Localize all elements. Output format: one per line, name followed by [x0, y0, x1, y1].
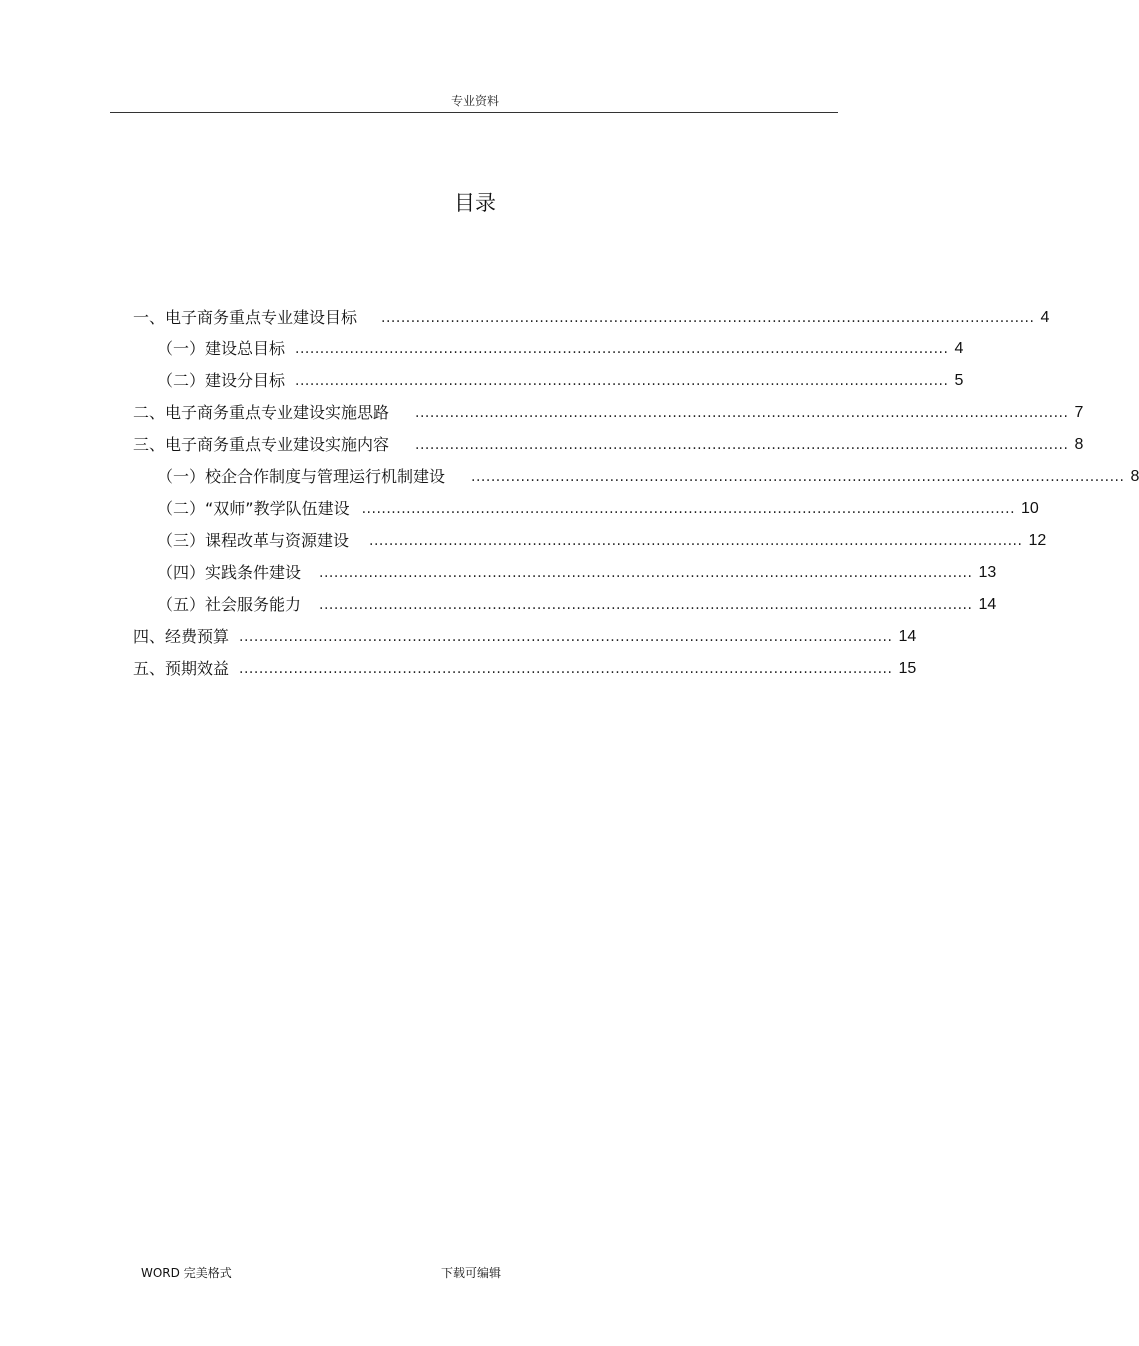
toc-entry-label: （二）建设分目标 — [157, 371, 286, 390]
toc-entry-label: （三）课程改革与资源建设 — [157, 531, 350, 550]
toc-entry-label: （四）实践条件建设 — [157, 563, 302, 582]
toc-entry-label: （二）“双师”教学队伍建设 — [157, 499, 350, 518]
toc-entry-page: 13 — [978, 564, 997, 581]
toc-entry-page: 8 — [1130, 468, 1139, 485]
toc-entry-label: 一、电子商务重点专业建设目标 — [133, 308, 358, 327]
toc-entry-page: 10 — [1021, 500, 1039, 517]
toc-entry-page: 4 — [954, 340, 964, 357]
toc-entry[interactable] — [157, 465, 1139, 489]
toc-leader-dots: .................................................................................................................................... — [319, 565, 973, 581]
toc-entry[interactable] — [157, 529, 1047, 553]
toc-entry[interactable] — [133, 625, 917, 649]
toc-entry-page: 5 — [954, 372, 964, 389]
toc-entry[interactable] — [157, 593, 997, 617]
toc-leader-dots: .................................................................................................................................... — [471, 469, 1125, 485]
document-title: 目录 — [454, 191, 496, 215]
footer-editable-note: 下载可编辑 — [441, 1266, 502, 1280]
toc-leader-dots: .................................................................................................................................... — [319, 597, 973, 613]
toc-entry-label: 五、预期效益 — [133, 659, 230, 678]
footer-format-note: WORD 完美格式 — [141, 1266, 232, 1280]
toc-leader-dots: .................................................................................................................................... — [239, 661, 893, 677]
toc-entry[interactable] — [157, 337, 964, 361]
toc-entry-label: 四、经费预算 — [133, 627, 230, 646]
toc-leader-dots: .................................................................................................................................... — [415, 437, 1069, 453]
toc-entry-label: （一）校企合作制度与管理运行机制建设 — [157, 467, 446, 486]
toc-entry-page: 14 — [898, 628, 917, 645]
toc-entry[interactable] — [157, 369, 964, 393]
toc-leader-dots: .................................................................................................................................... — [415, 405, 1069, 421]
toc-entry-page: 12 — [1028, 532, 1047, 549]
toc-entry-page: 4 — [1040, 309, 1050, 326]
toc-entry-label: （一）建设总目标 — [157, 339, 286, 358]
toc-entry-label: 三、电子商务重点专业建设实施内容 — [133, 435, 390, 454]
toc-entry-page: 15 — [898, 660, 917, 677]
toc-leader-dots: .................................................................................................................................... — [295, 341, 949, 357]
toc-entry[interactable] — [157, 497, 1039, 521]
toc-entry[interactable] — [133, 401, 1084, 425]
header-divider — [110, 112, 838, 113]
toc-entry-page: 7 — [1074, 404, 1084, 421]
toc-entry[interactable] — [157, 561, 997, 585]
toc-leader-dots: .................................................................................................................................... — [369, 533, 1023, 549]
toc-leader-dots: .................................................................................................................................... — [239, 629, 893, 645]
toc-entry[interactable] — [133, 433, 1084, 457]
toc-entry[interactable] — [133, 306, 1050, 330]
toc-leader-dots: .................................................................................................................................... — [295, 373, 949, 389]
toc-leader-dots: .................................................................................................................................... — [361, 501, 1016, 517]
header-text: 专业资料 — [450, 94, 499, 108]
toc-entry-page: 14 — [978, 596, 997, 613]
toc-leader-dots: .................................................................................................................................... — [381, 310, 1035, 326]
toc-entry-page: 8 — [1074, 436, 1084, 453]
toc-entry-label: 二、电子商务重点专业建设实施思路 — [133, 403, 390, 422]
toc-entry-label: （五）社会服务能力 — [157, 595, 302, 614]
toc-entry[interactable] — [133, 657, 917, 681]
